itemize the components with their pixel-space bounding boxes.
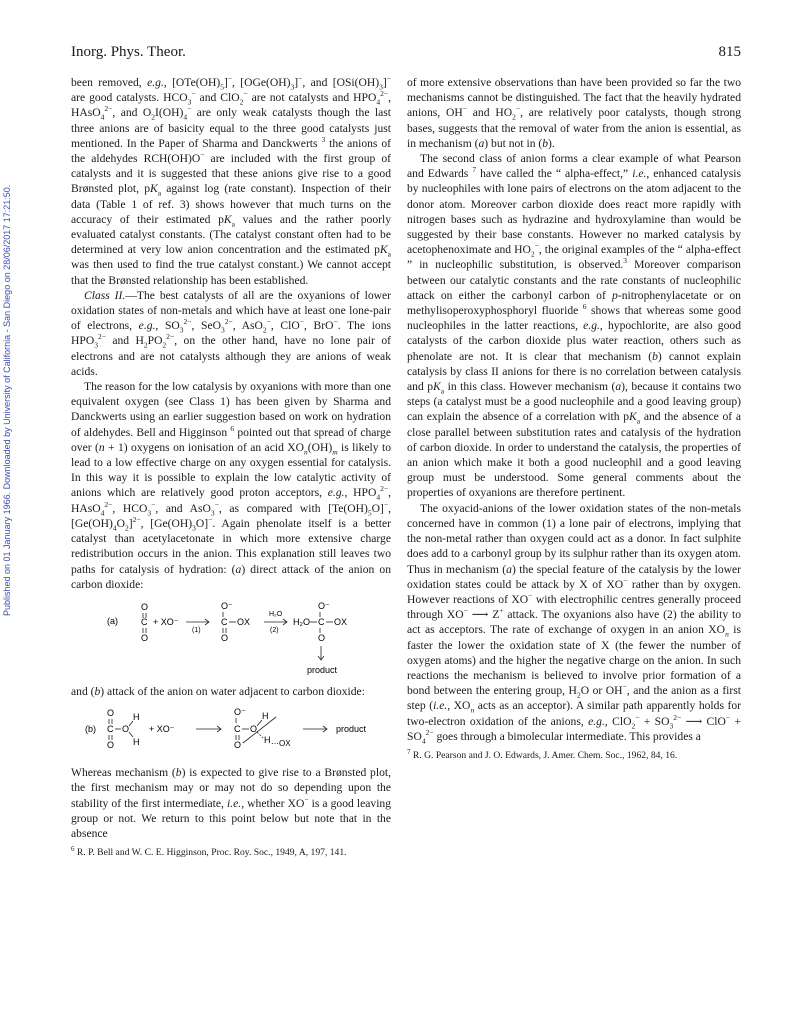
paragraph: The reason for the low catalysis by oxyanions with more than one equivalent oxygen (see Class 1) has been given by Sharma and Danckwerts using an earlier suggestion based on work on hydration of aldehydes. Bell and Higginson $^6$ pointed out that spread of charge over (n + 1) oxygens on ionisation of an acid $XO_n(OH)_m$ is likely to lead to a low effective charge on any oxygen essential for catalysis. In this way it is possible to explain the low catalytic activity of anions which are relatively good proton acceptors, e.g., $HPO_4^{2-}$, HAsO$_4^{2-}$, $HCO_3^-$, and AsO$_3$−, as compared with $[Te(OH)_5O]^-$, $[Ge(OH)_4O_2]^{2-}$, $[Ge(OH)_3O]^-$. Again phenolate itself is a better catalyst than acetylacetonate in which more extensive charge redistribution occurs in the anion. This explanation still leaves two paths for catalysis of hydration: (a) direct attack of the anion on carbon dioxide: bbox=[71, 380, 392, 591]
scheme-b-atom: C bbox=[234, 724, 241, 735]
scheme-a-atom: O bbox=[141, 632, 149, 643]
scheme-a-atom: C bbox=[141, 616, 148, 627]
scheme-a-atom: C bbox=[221, 616, 228, 627]
scheme-a-drawing bbox=[71, 596, 391, 678]
paragraph: and (b) attack of the anion on water adjacent to carbon dioxide: bbox=[71, 684, 365, 698]
paragraph: The second class of anion forms a clear example of what Pearson and Edwards $^7$ have called the “ alpha-effect,” i.e., enhanced catalysis by nucleophiles with lone pairs of electrons on the atom adjacent to the donor atom. Moreover carbon dioxide does react more rapidly with nitrogen bases such as hydrazine and hydroxylamine than would be suggested by their base constants. However no marked catalysis by acetophenoximate and $HO_2^-$, the original examples of the “ alpha-effect ” in nucleophilic substitution, is observed.$^3$ Moreover comparison between our catalytic constants and the rate constants of nucleophilic attack on either the carbonyl carbon of p-nitrophenylacetate or on methylisoperoxyphosphoryl fluoride $^6$ shows that whereas some good nucleophiles in the latter reactions, e.g., hypochlorite, are also good catalysts of the carbon dioxide plus water reaction, others such as phenolate are not. It is clear that mechanism (b) cannot explain catalysis by class II anions for there is no correlation between catalysis and $pK_a$ in this class. However mechanism (a), because it contains two steps (a catalyst must be a good nucleophile and a good leaving group) can explain the absence of a correlation with $pK_a$ and the absence of a close parallel between substitution rates and catalysis of the hydration of carbon dioxide. In order to understand the catalysis, the properties of an anion which make it both a good nucleophil and a good leaving group must be understood. Some general comments about the properties of oxyanions are therefore pertinent. bbox=[407, 152, 742, 500]
scheme-a-atom: O⁻ bbox=[221, 600, 233, 611]
scheme-b-atom: O bbox=[107, 708, 115, 719]
scheme-a-atom: OX bbox=[334, 616, 348, 627]
scheme-a-atom: O⁻ bbox=[318, 600, 330, 611]
page-number: 815 bbox=[718, 44, 741, 60]
reaction-scheme-b bbox=[71, 703, 391, 759]
footnote-6-text: R. P. Bell and W. C. E. Higginson, Proc. Roy. Soc., 1949, A, 197, 141. bbox=[76, 847, 347, 859]
running-header-journal: Inorg. Phys. Theor. bbox=[71, 44, 186, 60]
reaction-scheme-a bbox=[71, 596, 391, 678]
scheme-b-atom: O bbox=[234, 740, 242, 751]
scheme-a-atom: C bbox=[318, 616, 325, 627]
scheme-b-atom: O bbox=[122, 724, 130, 735]
scheme-b-bond bbox=[257, 732, 263, 738]
scheme-b-drawing bbox=[71, 703, 391, 759]
scheme-b-atom: O bbox=[107, 740, 115, 751]
scheme-b-atom: H bbox=[133, 712, 140, 723]
download-watermark: Published on 01 January 1966. Downloaded by University of California - San Diego on 28/06/2017 17:21:50. bbox=[2, 184, 12, 616]
scheme-a-step-1: (1) bbox=[192, 626, 201, 634]
scheme-a-water: H₂O bbox=[269, 610, 283, 618]
scheme-b-atom: H bbox=[133, 737, 140, 748]
scheme-a-atom: O bbox=[221, 632, 229, 643]
scheme-b-atom: H bbox=[262, 711, 269, 722]
scheme-b-atom: O bbox=[250, 724, 258, 735]
scheme-b-label: (b) bbox=[85, 724, 96, 735]
paragraph: been removed, e.g., $[OTe(OH)_5]^-$, $[OGe(OH)_3]^-$, and $[OSi(OH)_3]^-$ are good catalysts. $HCO_3^-$ and ClO$_2$− are not catalysts and $HPO_4^{2-}$, HAsO$_4^{2-}$, and $O_2I(OH)_4^-$ are only weak catalysts though the last three anions are of basicity equal to the three good catalysts just mentioned. In the Paper of Sharma and Danckwerts $^3$ the anions of the aldehydes RCH(OH)O− are included with the first group of catalysts and it is suggested that these anions give rise to a good Brønsted plot, $pK_a$ against log (rate constant). Inspection of their data (Table 1 of ref. 3) shows however that much turns on the accuracy of their estimated $pK_a$ values and the rather poorly evaluated catalyst constants. (The catalyst constant often had to be determined at very low anion concentration and the estimated $pK_a$ was then used to find the true catalyst constant.) We cannot accept that the Brønsted relationship has been established. bbox=[71, 74, 392, 287]
scheme-b-reagent: + XO⁻ bbox=[149, 724, 175, 735]
scheme-b-atom: C bbox=[107, 724, 114, 735]
scheme-b-atom: ⋯OX bbox=[271, 739, 291, 749]
paragraph: Class II.—The best catalysts of all are the oxyanions of lower oxidation states of non-metals and which have at least one lone-pair of electrons, e.g., $SO_3^{2-}$, SeO$_3^{2-}$, AsO$_2$−, ClO−, BrO−. The ions $HPO_3^{2-}$ and $H_2PO_2^{2-}$, on the other hand, have no lone pair of electrons and are not catalysts although they are anions of weak acids. bbox=[71, 288, 392, 378]
left-column bbox=[71, 75, 391, 859]
right-column bbox=[407, 75, 741, 762]
scheme-b-atom: O⁻ bbox=[234, 707, 246, 718]
paragraph: The oxyacid-anions of the lower oxidation states of the non-metals concerned have in common (1) a lone pair of electrons, implying that the non-metal rather than oxygen could act as a donor. In fact sulphite does add to a carbonyl group by its sulphur rather than its oxygen atom. Thus in mechanism (a) the special feature of the catalysis by the lower oxidation states could be attack by X of XO− rather than by oxygen. However reactions of XO− with electrophilic centres generally proceed through XO− ⟶ Z+ attack. The oxyanions also have (2) the ability to act as acceptors. The rate of exchange of oxygen in an anion $XO_n$ is faster the lower the oxidation state of X (the fewer the number of oxygen atoms) and the higher the negative charge on the anion. In such reactions the mechanism is believed to involve prior formation of a bond between the entering group, $H_2O$ or OH−, and the anion as a first step (i.e., $XO_n$ acts as an acceptor). A similar path apparently holds for two-electron oxidation of the anions, e.g., $ClO_2^- + SO_3^{2-}$ ⟶ $ClO^- + SO_4^{2-}$ goes through a bimolecular intermediate. This provides a bbox=[407, 501, 742, 746]
footnote-7-text: R. G. Pearson and J. O. Edwards, J. Amer. Chem. Soc., 1962, 84, 16. bbox=[412, 750, 678, 762]
scheme-a-atom: OX bbox=[237, 616, 251, 627]
paragraph: of more extensive observations than have been provided so far the two mechanisms cannot be distinguished. The fact that the heavily hydrated anions, OH− and $HO_2^-$, are relatively poor catalysts, though strong bases, suggests that the removal of water from the anion is essential, as in mechanism (a) but not in (b). bbox=[407, 76, 742, 150]
scheme-a-atom: H₂O bbox=[293, 616, 310, 627]
scheme-a-product: product bbox=[307, 664, 338, 675]
footnote-6: $^6$ R. P. Bell and W. C. E. Higginson, Proc. Roy. Soc., 1949, A, 197, 141. bbox=[71, 845, 347, 859]
scheme-a-atom: O bbox=[141, 601, 149, 612]
footnote-7: $^7$ R. G. Pearson and J. O. Edwards, J. Amer. Chem. Soc., 1962, 84, 16. bbox=[407, 747, 678, 762]
scheme-a-step-2: (2) bbox=[270, 626, 279, 634]
paragraph: Whereas mechanism (b) is expected to give rise to a Brønsted plot, the first mechanism may or may not do so depending upon the stability of the first intermediate, i.e., whether XO− is a good leaving group or not. We return to this point below but note that in the absence bbox=[71, 766, 392, 840]
scheme-a-reagent: + XO⁻ bbox=[153, 616, 179, 627]
scheme-a-atom: O bbox=[318, 632, 326, 643]
scheme-b-product: product bbox=[336, 724, 367, 735]
scheme-a-label: (a) bbox=[107, 615, 118, 626]
scheme-b-atom: H bbox=[264, 735, 271, 746]
